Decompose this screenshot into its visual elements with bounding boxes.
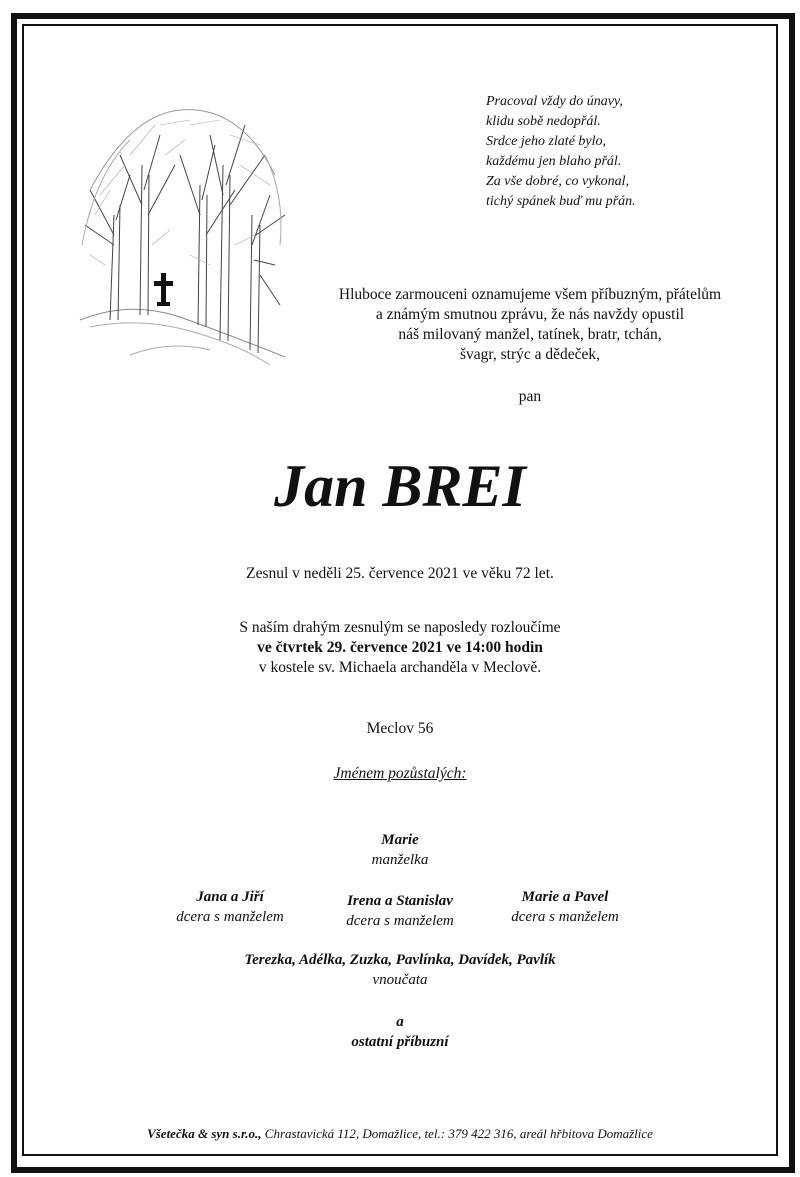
- announcement-line: Hluboce zarmouceni oznamujeme všem příbuzným, přátelům: [338, 286, 722, 303]
- poem-line: tichý spánek buď mu přán.: [486, 194, 636, 209]
- mourner-name: Marie: [381, 832, 419, 848]
- funeral-firm-name: Všetečka & syn s.r.o.,: [147, 1126, 262, 1141]
- title-prefix: pan: [518, 388, 542, 405]
- mourner-role: dcera s manželem: [346, 913, 454, 929]
- poem-line: Srdce jeho zlaté bylo,: [486, 134, 607, 149]
- mourner-conjunction: a: [396, 1014, 404, 1030]
- death-line: Zesnul v neděli 25. července 2021 ve věku 72 let.: [246, 565, 554, 582]
- mourner-name: Terezka, Adélka, Zuzka, Pavlínka, Davídek, Pavlík: [244, 952, 556, 968]
- funeral-location: v kostele sv. Michaela archanděla v Meclově.: [258, 659, 542, 676]
- survivors-heading: Jménem pozůstalých:: [333, 765, 467, 782]
- mourner-name: Jana a Jiří: [196, 889, 264, 905]
- mourner-role: dcera s manželem: [511, 909, 619, 925]
- mourner-grandchildren: [100, 950, 700, 990]
- mourner-child-3: [470, 887, 660, 927]
- announcement-line: náš milovaný manžel, tatínek, bratr, tchán,: [398, 326, 662, 343]
- poem-line: Pracoval vždy do únavy,: [486, 94, 623, 109]
- announcement-line: a známým smutnou zprávu, že nás navždy opustil: [375, 306, 685, 323]
- announcement-text: [290, 285, 770, 365]
- funeral-info: [0, 618, 800, 678]
- funeral-firm-details: Chrastavická 112, Domažlice, tel.: 379 422 316, areál hřbitova Domažlice: [261, 1126, 653, 1141]
- mourner-child-1: [135, 887, 325, 927]
- mourner-child-2: [305, 891, 495, 931]
- poem-line: klidu sobě nedopřál.: [486, 114, 601, 129]
- mourner-role: vnoučata: [372, 972, 428, 988]
- mourner-name: ostatní příbuzní: [351, 1034, 449, 1050]
- mourner-wife: [300, 830, 500, 870]
- cross-among-trees-icon: [70, 95, 300, 395]
- mourner-others: [250, 1012, 550, 1052]
- home-address: Meclov 56: [366, 720, 434, 737]
- deceased-name: Jan BREI: [274, 453, 526, 519]
- funeral-line-1: S naším drahým zesnulým se naposledy rozloučíme: [239, 619, 561, 636]
- funeral-date-time: ve čtvrtek 29. července 2021 ve 14:00 hodin: [257, 639, 543, 656]
- mourner-name: Irena a Stanislav: [347, 893, 453, 909]
- mourner-role: manželka: [371, 852, 429, 868]
- mourner-name: Marie a Pavel: [521, 889, 609, 905]
- poem-line: každému jen blaho přál.: [486, 154, 622, 169]
- mourner-role: dcera s manželem: [176, 909, 284, 925]
- announcement-line: švagr, strýc a dědeček,: [459, 346, 601, 363]
- memorial-poem: [486, 92, 746, 212]
- poem-line: Za vše dobré, co vykonal,: [486, 174, 630, 189]
- funeral-service-footer: [0, 1126, 800, 1142]
